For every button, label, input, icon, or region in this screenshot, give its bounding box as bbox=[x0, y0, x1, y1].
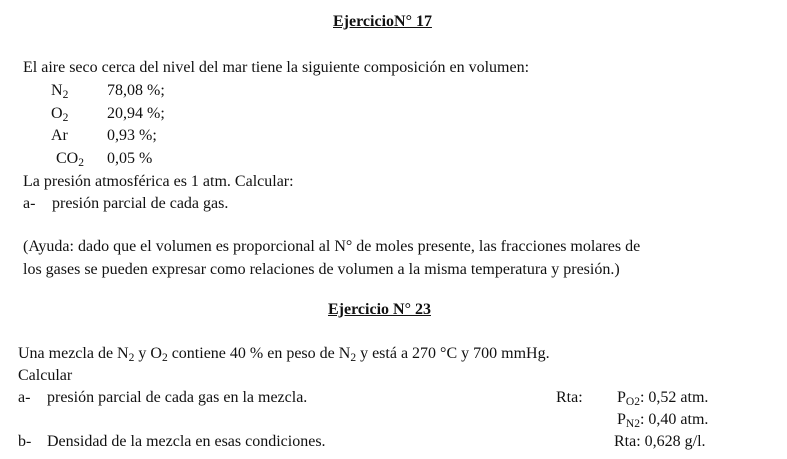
composition-n2-formula: $N_2$ bbox=[51, 82, 69, 102]
ex23-item-a-text: presión parcial de cada gas en la mezcla. bbox=[47, 389, 308, 406]
ex23-item-a-label: a- bbox=[18, 389, 31, 406]
ex23-statement: Una mezcla de $N_2$ y $O_2$ contiene 40 % en peso de $N_2$ y está a 270 °C y 700 mmHg. bbox=[18, 345, 550, 365]
composition-o2-formula: $O_2$ bbox=[51, 105, 69, 125]
ex17-pressure: La presión atmosférica es 1 atm. Calcular: bbox=[23, 173, 294, 190]
composition-n2-value: 78,08 %; bbox=[107, 82, 165, 99]
composition-ar-formula: Ar bbox=[51, 127, 68, 144]
ex17-item-a-label: a- bbox=[23, 195, 36, 212]
composition-co2-formula: $CO_2$ bbox=[56, 150, 84, 170]
ex23-calcular: Calcular bbox=[18, 367, 73, 384]
composition-co2-value: 0,05 % bbox=[107, 150, 153, 167]
answer-density: Rta: 0,628 g/l. bbox=[614, 433, 706, 450]
ex17-hint-line-2: los gases se pueden expresar como relaciones de volumen a la misma temperatura y presión.) bbox=[23, 261, 620, 278]
ex23-item-b-label: b- bbox=[18, 433, 32, 450]
composition-ar-value: 0,93 %; bbox=[107, 127, 157, 144]
composition-o2-value: 20,94 %; bbox=[107, 105, 165, 122]
answer-p-o2: $P_{O2}$: 0,52 atm. bbox=[617, 389, 709, 409]
ex17-hint-line-1: (Ayuda: dado que el volumen es proporcional al N° de moles presente, las fracciones molares de bbox=[23, 238, 641, 255]
exercise-17-title: EjercicioN° 17 bbox=[333, 13, 432, 30]
ex23-item-b-text: Densidad de la mezcla en esas condiciones. bbox=[47, 433, 326, 450]
ex17-intro: El aire seco cerca del nivel del mar tiene la siguiente composición en volumen: bbox=[23, 59, 530, 76]
exercise-23-title: Ejercicio N° 23 bbox=[328, 301, 431, 318]
ex17-item-a-text: presión parcial de cada gas. bbox=[52, 195, 229, 212]
answer-p-n2: $P_{N2}$: 0,40 atm. bbox=[617, 411, 709, 431]
ex23-rta-label: Rta: bbox=[556, 389, 583, 406]
